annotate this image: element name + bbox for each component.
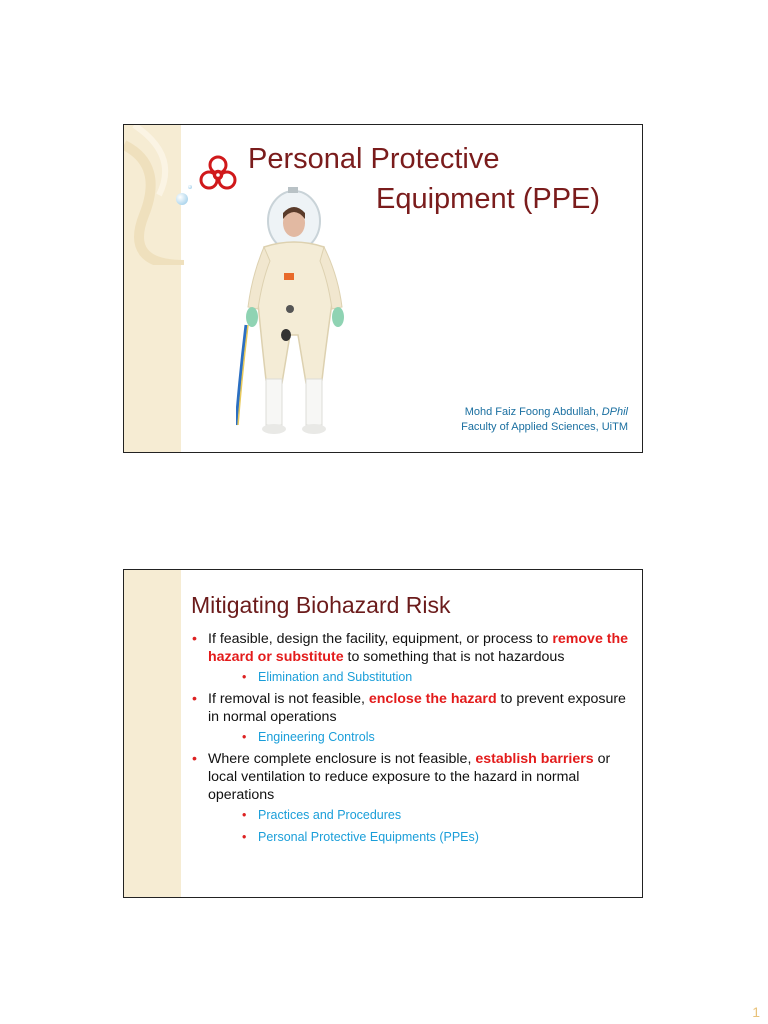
ppe-suit-person-photo (236, 185, 386, 440)
slide-heading: Mitigating Biohazard Risk (191, 592, 451, 618)
slide-side-stripe (124, 570, 181, 897)
bullet-text-post: or local ventilation to reduce exposure to the hazard in normal operations (208, 751, 611, 803)
bullet-highlight: remove the hazard or substitute (208, 631, 629, 665)
bullet-list (192, 630, 632, 850)
bullet-item (192, 750, 632, 804)
bullet-text-pre: If feasible, design the facility, equipment, or process to (208, 631, 553, 647)
bullet-text-post: to something that is not hazardous (343, 649, 565, 665)
bubble-decoration (176, 193, 188, 205)
sub-bullet-text: Personal Protective Equipments (PPEs) (258, 830, 479, 844)
title-line-2: Equipment (PPE) (376, 183, 601, 215)
sub-bullet-dot: • (242, 670, 247, 684)
sub-bullet-item (192, 828, 632, 846)
bubble-decoration-small (188, 185, 192, 189)
bullet-dot: • (192, 631, 197, 647)
slide-title (123, 124, 643, 453)
author-affiliation: Faculty of Applied Sciences, UiTM (461, 421, 628, 433)
slide-mitigating-risk (123, 569, 643, 898)
sub-bullet-item (192, 806, 632, 824)
sub-bullet-dot: • (242, 808, 247, 822)
bullet-highlight: establish barriers (475, 751, 594, 767)
bullet-dot: • (192, 751, 197, 767)
author-line (461, 405, 628, 420)
bullet-dot: • (192, 691, 197, 707)
bullet-text-pre: Where complete enclosure is not feasible, (208, 751, 476, 767)
sub-bullet-text: Elimination and Substitution (258, 670, 413, 684)
author-name: Mohd Faiz Foong Abdullah, (464, 406, 599, 418)
sub-bullet-item (192, 668, 632, 686)
bullet-item (192, 690, 632, 726)
bullet-text-post: to prevent exposure in normal operations (208, 691, 626, 725)
author-degree: DPhil (601, 406, 628, 418)
title-line-1: Personal Protective (248, 143, 500, 175)
author-block (461, 405, 628, 435)
sub-bullet-dot: • (242, 730, 247, 744)
sub-bullet-item (192, 728, 632, 746)
biohazard-icon (196, 153, 240, 193)
bullet-item (192, 630, 632, 666)
page-number: 1 (752, 1004, 760, 1020)
bullet-text-pre: If removal is not feasible, (208, 691, 369, 707)
sub-bullet-text: Practices and Procedures (258, 808, 402, 822)
sub-bullet-dot: • (242, 830, 247, 844)
sub-bullet-text: Engineering Controls (258, 730, 375, 744)
bullet-highlight: enclose the hazard (368, 691, 497, 707)
